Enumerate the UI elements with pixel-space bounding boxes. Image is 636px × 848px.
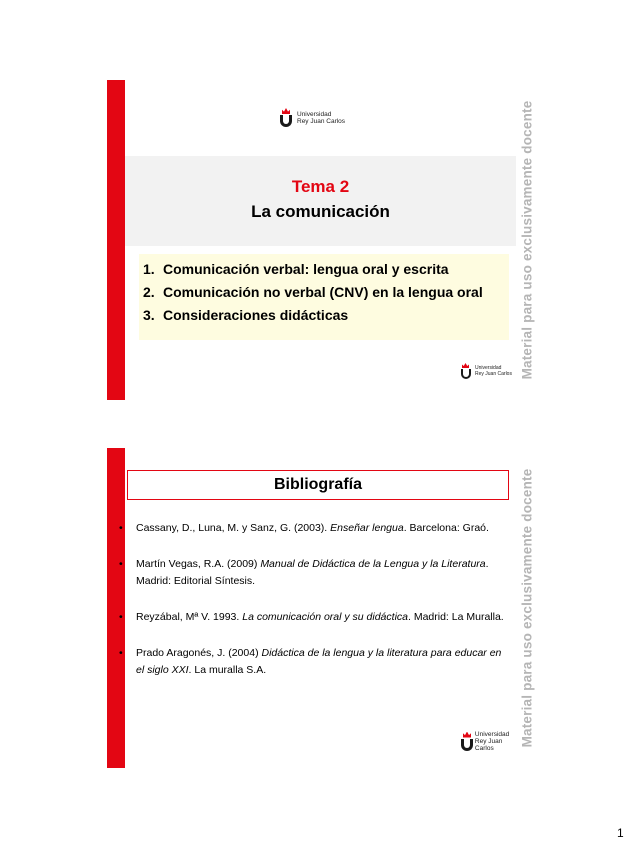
logo-line-2: Rey Juan Carlos [474,738,503,752]
watermark: Material para uso exclusivamente docente [519,100,535,380]
slide-title: Tema 2 [291,177,350,196]
university-logo-small [460,363,512,379]
topic-item: 1. Comunicación verbal: lengua oral y escrita [143,261,449,277]
logo-line-1: Universidad [474,731,510,738]
bibliography-heading: Bibliografía [127,470,509,500]
bullet-icon: • [119,647,123,659]
topic-item: 3. Consideraciones didácticas [143,307,349,323]
bibliography-list [119,520,504,698]
slide-2 [107,448,535,768]
topic-item: 2. Comunicación no verbal (CNV) en la lengua oral [143,284,483,300]
reference-item: • Reyzábal, Mª V. 1993. La comunicación oral y su didáctica. Madrid: La Muralla. [119,609,504,626]
reference-item: • Martín Vegas, R.A. (2009) Manual de Didáctica de la Lengua y la Literatura. Madrid: Editorial Síntesis. [119,558,489,587]
logo-line-1: Universidad [297,111,332,118]
bullet-icon: • [119,558,123,570]
urjc-logo-icon [279,108,293,128]
page-number: 1 [617,826,624,840]
university-logo-small [460,731,512,752]
bullet-icon: • [119,611,123,623]
topics-box [139,254,509,340]
topics-list [139,254,509,327]
logo-line-2: Rey Juan Carlos [475,371,512,377]
reference-item: • Prado Aragonés, J. (2004) Didáctica de la lengua y la literatura para educar en el siglo XXI. La muralla S.A. [119,647,502,676]
title-box [125,156,516,246]
logo-line-2: Rey Juan Carlos [297,118,346,125]
slide-subtitle: La comunicación [251,202,390,221]
slide-accent-bar [107,80,125,400]
urjc-logo-icon [460,363,471,379]
urjc-logo-icon [460,732,471,752]
bullet-icon: • [119,522,123,534]
reference-item: • Cassany, D., Luna, M. y Sanz, G. (2003). Enseñar lengua. Barcelona: Graó. [119,520,504,537]
logo-line-1: Universidad [475,365,502,371]
watermark: Material para uso exclusivamente docente [519,468,535,748]
university-logo [279,108,345,128]
slide-1 [107,80,535,400]
